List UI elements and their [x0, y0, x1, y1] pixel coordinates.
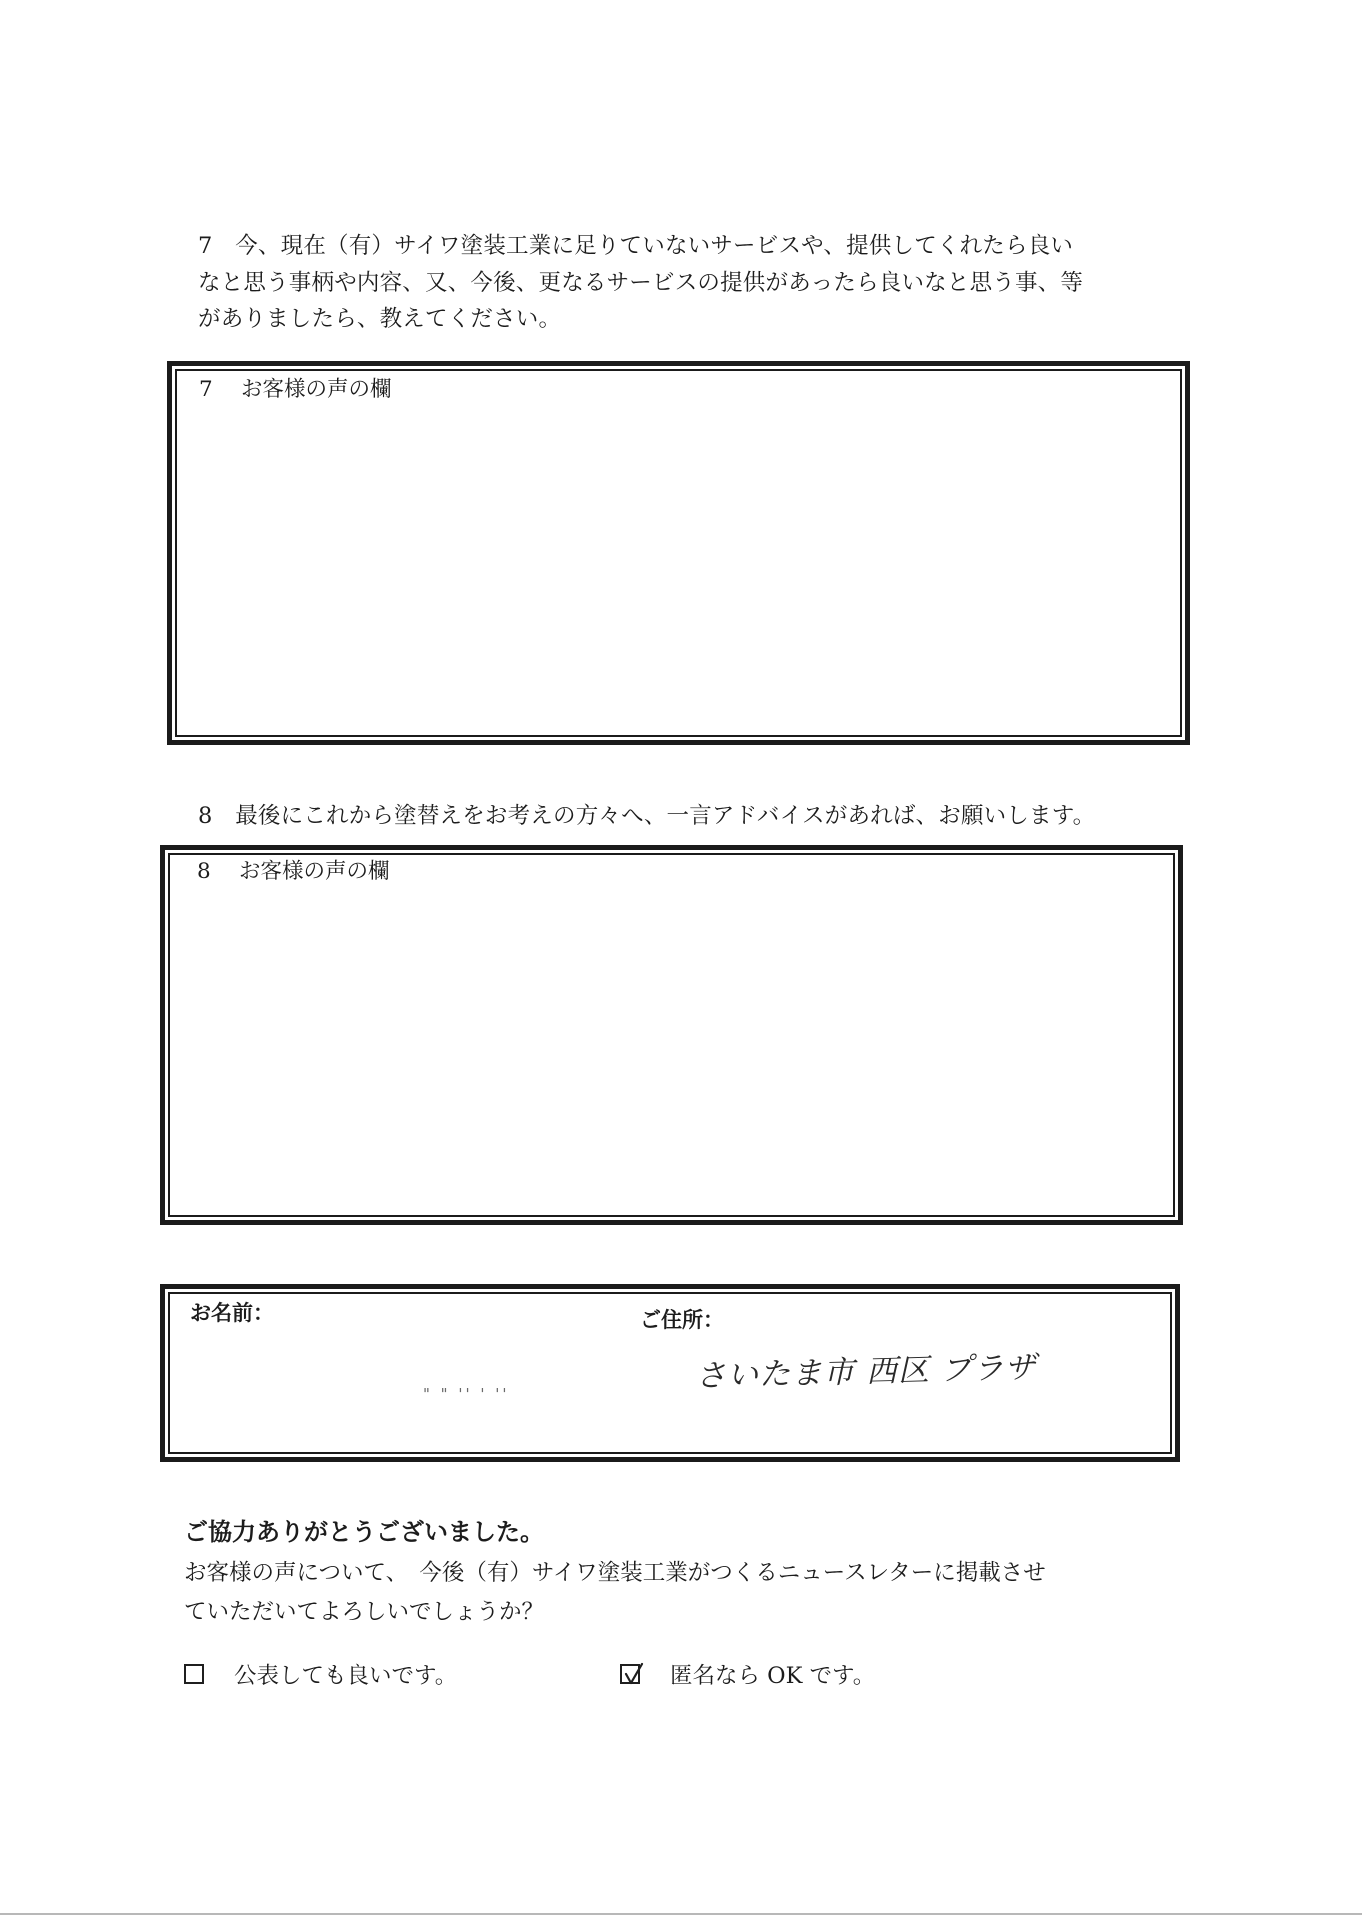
option-anonymous-label: 匿名なら OK です。 — [670, 1663, 876, 1689]
customer-info-box[interactable] — [160, 1284, 1180, 1462]
checkbox-anonymous[interactable] — [620, 1664, 640, 1684]
answer-box-8-title: 8 お客様の声の欄 — [197, 859, 390, 884]
answer-box-7-title: 7 お客様の声の欄 — [199, 377, 392, 402]
option-anonymous[interactable] — [620, 1658, 875, 1690]
option-publish-label: 公表しても良いです。 — [234, 1663, 458, 1689]
address-handwritten: さいたま市 西区 プラザ — [694, 1349, 1038, 1395]
scan-bottom-edge — [0, 1913, 1362, 1915]
question-8-text: 8 最後にこれから塗替えをお考えの方々へ、一言アドバイスがあれば、お願いします。 — [198, 803, 1096, 829]
thanks-heading: ご協力ありがとうございました。 — [184, 1518, 544, 1546]
answer-box-7[interactable] — [167, 361, 1190, 745]
answer-box-8[interactable] — [160, 845, 1183, 1225]
checkbox-publish[interactable] — [184, 1664, 204, 1684]
consent-question: お客様の声について、 今後（有）サイワ塗装工業がつくるニュースレターに掲載させ ていただいてよろしいでしょうか？ — [184, 1560, 1046, 1625]
check-mark-icon — [620, 1660, 646, 1688]
address-label: ご住所： — [640, 1308, 724, 1332]
name-handwritten: " " '' ' '' — [423, 1385, 510, 1403]
option-publish[interactable] — [184, 1658, 457, 1690]
question-7-text: 7 今、現在（有）サイワ塗装工業に足りていないサービスや、提供してくれたら良い なと思う事柄や内容、又、今後、更なるサービスの提供があったら良いなと思う事、等 がありましたら、教えてください。 — [198, 233, 1084, 333]
name-label: お名前： — [190, 1301, 274, 1325]
